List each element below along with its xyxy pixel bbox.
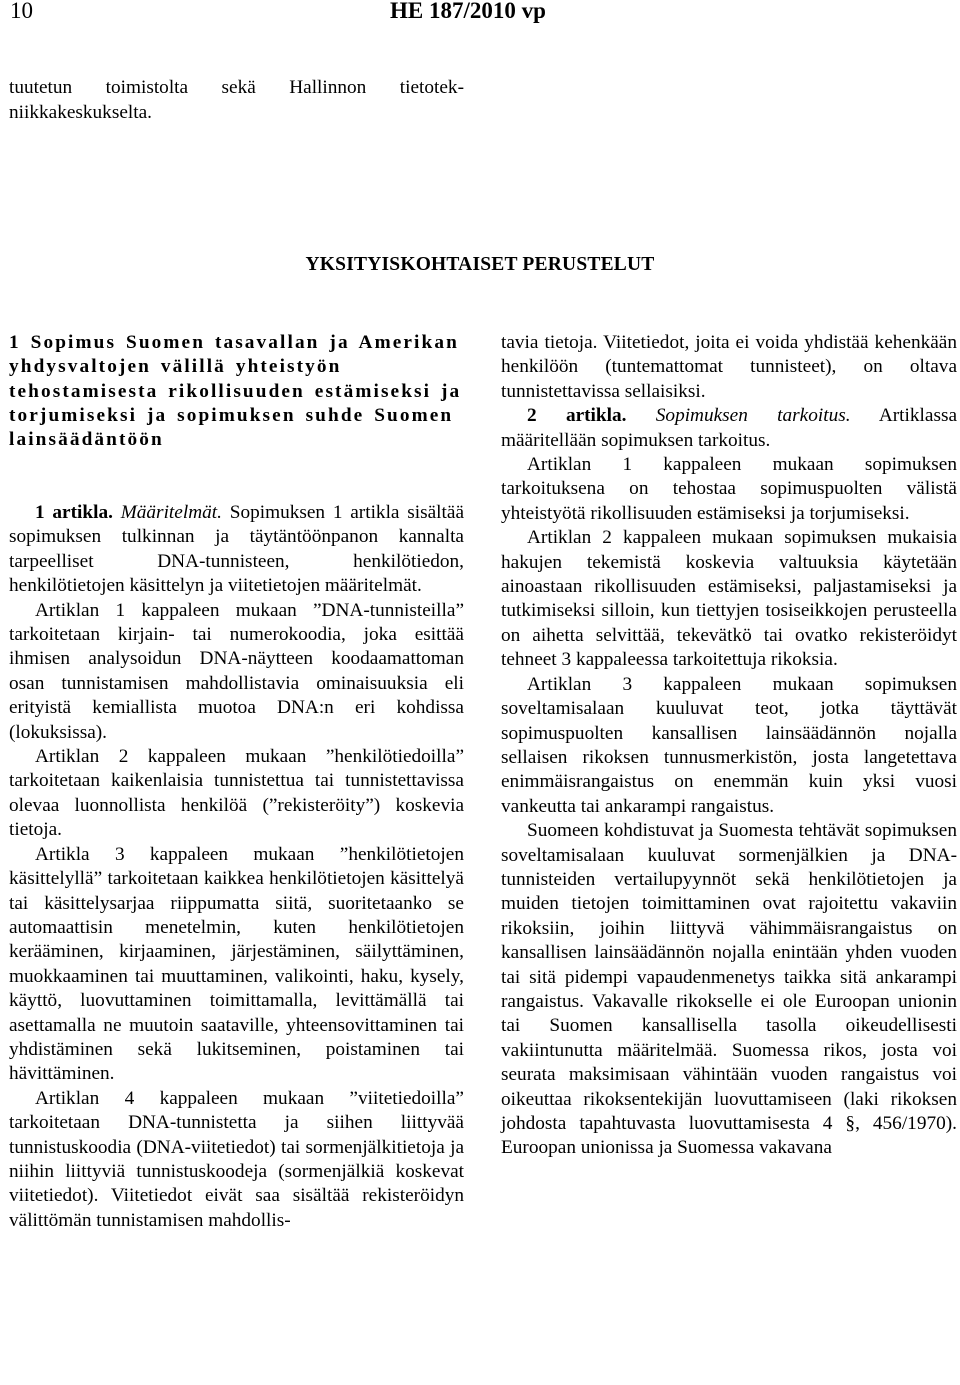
article-2-number: 2 artikla. [527, 405, 627, 427]
article-1-text: Sopimuksen 1 artikla sisältää sopimuksen tulkinnan ja täytäntöönpanon kannalta tarpeelliset DNA-tunnisteen, henkilötiedon, henkilötietojen käsittelyn ja viitetietojen määritelmät. [9, 502, 465, 597]
chapter-number: 1 [9, 332, 19, 353]
right-column [501, 331, 957, 1161]
section-title: YKSITYISKOHTAISET PERUSTELUT [305, 254, 655, 275]
intro-text: tuutetun toimistolta sekä Hallinnon tietotek-niikkakeskukselta. [9, 77, 464, 123]
article-2-text: Artiklassa määritellään sopimuksen tarkoitus. [501, 405, 958, 451]
paragraph: Artiklan 4 kappaleen mukaan ”viitetiedoilla” tarkoitetaan DNA-tunnistetta ja siihen liittyvää tunnistuskoodia (DNA-viitetiedot) tai sormenjälkitietoja ja niihin liittyviä tunnistuskoodeja (sormenjälkiä koskevat viitetiedot). Viitetiedot eivät saa sisältää rekisteröidyn välittömän tunnistamisen mahdollis- [9, 1087, 464, 1231]
continuation-paragraph: tavia tietoja. Viitetiedot, joita ei voida yhdistää kehenkään henkilöön (tuntemattomat tunnisteet), on oltava tunnistettavissa sellaisiksi. [501, 332, 957, 402]
paragraph: Artiklan 2 kappaleen mukaan ”henkilötiedoilla” tarkoitetaan kaikenlaisia tunnistettua tai tunnistettavissa olevaa luonnollista henkilöä (”rekisteröity”) koskevia tietoja. [9, 746, 464, 841]
article-1-title: Määritelmät. [120, 502, 222, 523]
paragraph: Artiklan 1 kappaleen mukaan sopimuksen tarkoituksena on tehostaa sopimuspuolten välistä yhteistyötä rikollisuuden estämiseksi ja torjumiseksi. [501, 454, 957, 524]
chapter-title: Sopimus Suomen tasavallan ja Amerikan yhdysvaltojen välillä yhteistyön tehostamisesta rikollisuuden estämiseksi ja torjumiseksi ja sopimuksen suhde Suomen lainsäädäntöön [9, 332, 462, 451]
paragraph: Artiklan 2 kappaleen mukaan sopimuksen mukaisia hakujen tekemistä koskevia valtuuksia käytetään ainoastaan rikollisuuden estämiseksi, paljastamiseksi ja tutkimiseksi silloin, kun tiettyjen tosiseikkojen perusteella on aihetta selvittää, tekevätkö tai ovatko rekisteröidyt tehneet 3 kappaleessa tarkoitettuja rikoksia. [501, 527, 957, 671]
document-id: HE 187/2010 vp [390, 0, 546, 23]
paragraph: Artikla 3 kappaleen mukaan ”henkilötietojen käsittelyllä” tarkoitetaan kaikkea henkilötietojen käsittelyä tai käsittelysarjaa riippumatta siitä, suoritetaanko se automaattisin menetelmin, kuten henkilötietojen kerääminen, kirjaaminen, järjestäminen, säilyttäminen, muokkaaminen tai muuttaminen, valikointi, haku, kysely, käyttö, luovuttaminen toimittamalla, levittämällä tai asettamalla ne muutoin saataville, yhteensovittaminen tai yhdistäminen sekä lukitseminen, poistaminen tai hävittäminen. [9, 843, 464, 1085]
chapter-heading [9, 331, 464, 452]
article-1-paragraph [9, 501, 464, 599]
paragraph: Suomeen kohdistuvat ja Suomesta tehtävät sopimuksen soveltamisalaan kuuluvat sormenjälkien ja DNA-tunnisteiden vertailupyynnöt sekä henkilötietojen ja muiden tietojen toimittaminen ovat rajoitettu vakaviin rikoksiin, joihin liittyvä vähimmäisrangaistus on kansallisen lainsäädännön nojalla enintään yhden vuoden tai sitä pidempi vapaudenmenetys taikka sitä ankarampi rangaistus. Vakavalle rikokselle ei ole Euroopan unionin tai Suomen kansallisella tasolla oikeudellisesti vakiintunutta määritelmää. Suomessa rikos, josta voi seurata maksimisaan vähintään vuoden rangaistus voi oikeuttaa rikoksentekijän luovuttamiseen (laki rikoksen johdosta tapahtuvasta luovuttamisesta 4 §, 456/1970). Euroopan unionissa ja Suomessa vakavana [501, 820, 957, 1159]
paragraph: Artiklan 1 kappaleen mukaan ”DNA-tunnisteilla” tarkoitetaan kirjain- tai numerokoodia, joka esittää ihmisen analysoidun DNA-näytteen koodaamattoman osan tunnistamisen mahdollistavia ominaisuuksia eli erityistä kemiallista muotoa DNA:n eri kohdissa (lokuksissa). [9, 599, 464, 743]
paragraph: Artiklan 3 kappaleen mukaan sopimuksen soveltamisalaan kuuluvat teot, jotka täyttävät sopimuspuolten kansallisen lainsäädännön nojalla sellaisen rikoksen tunnusmerkistön, josta langetettava enimmäisrangaistus on enemmän kuin yksi vuosi vankeutta tai ankarampi rangaistus. [501, 673, 957, 817]
article-2-title: Sopimuksen tarkoitus. [655, 405, 851, 427]
left-column [9, 501, 464, 1233]
page-number: 10 [10, 0, 33, 23]
article-2-paragraph [501, 404, 957, 453]
article-1-number: 1 artikla. [35, 502, 113, 523]
